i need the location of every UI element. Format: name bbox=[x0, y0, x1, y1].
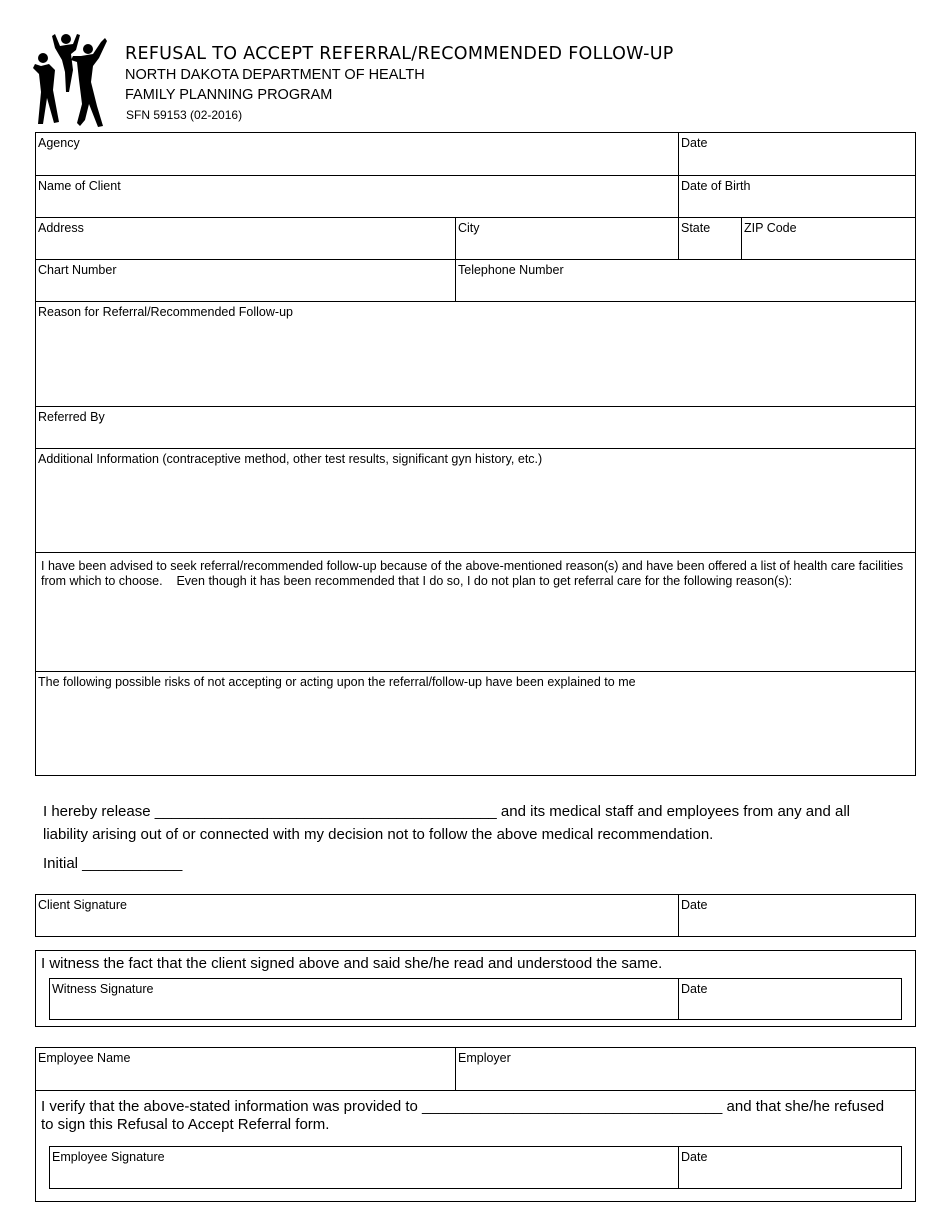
employee-name-input[interactable] bbox=[38, 1070, 453, 1088]
employee-name-label: Employee Name bbox=[38, 1051, 131, 1065]
form-title: REFUSAL TO ACCEPT REFERRAL/RECOMMENDED FOLLOW-UP bbox=[125, 44, 674, 64]
city-cell bbox=[455, 217, 678, 259]
chart-number-input[interactable] bbox=[38, 281, 453, 299]
city-label: City bbox=[458, 221, 480, 235]
witness-signature-table bbox=[49, 978, 902, 1020]
witness-date-input[interactable] bbox=[681, 999, 899, 1017]
verify-cell bbox=[36, 1090, 915, 1201]
referred-by-input[interactable] bbox=[38, 428, 913, 446]
client-info-table bbox=[35, 132, 916, 776]
date-of-birth-input[interactable] bbox=[681, 197, 913, 215]
client-signature-date-input[interactable] bbox=[681, 916, 913, 934]
agency-input[interactable] bbox=[38, 155, 676, 173]
client-signature-table bbox=[35, 894, 916, 937]
client-signature-label: Client Signature bbox=[38, 898, 127, 912]
witness-date-cell bbox=[678, 979, 901, 1019]
employer-label: Employer bbox=[458, 1051, 511, 1065]
advised-statement-text: I have been advised to seek referral/recommended follow-up because of the above-mentioned reason(s) and have been offered a list of health care facilities from which to choose. Even though it has been recommended that I do so, I do not plan to get referral care for the following reason(s): bbox=[41, 559, 907, 588]
advised-statement-cell bbox=[36, 552, 915, 671]
program-name: FAMILY PLANNING PROGRAM bbox=[125, 87, 333, 103]
employee-signature-cell bbox=[50, 1147, 678, 1188]
employer-cell bbox=[455, 1048, 915, 1090]
witness-signature-cell bbox=[50, 979, 678, 1019]
risks-input[interactable] bbox=[38, 694, 913, 773]
additional-info-input[interactable] bbox=[38, 471, 913, 550]
agency-label: Agency bbox=[38, 136, 80, 150]
risks-label: The following possible risks of not accepting or acting upon the referral/follow-up have been explained to me bbox=[38, 675, 636, 689]
date-of-birth-cell bbox=[678, 175, 915, 217]
telephone-label: Telephone Number bbox=[458, 263, 564, 277]
referred-by-cell bbox=[36, 406, 915, 448]
zip-code-input[interactable] bbox=[744, 239, 913, 257]
witness-signature-label: Witness Signature bbox=[52, 982, 154, 996]
address-cell bbox=[36, 217, 455, 259]
date-input[interactable] bbox=[681, 155, 913, 173]
client-name-label: Name of Client bbox=[38, 179, 121, 193]
client-name-cell bbox=[36, 175, 678, 217]
state-label: State bbox=[681, 221, 711, 235]
client-signature-date-cell bbox=[678, 895, 915, 936]
people-figures-icon bbox=[33, 30, 113, 128]
initial-line: Initial ____________ bbox=[43, 855, 183, 872]
referred-by-label: Referred By bbox=[38, 410, 105, 424]
verify-line-2: to sign this Refusal to Accept Referral form. bbox=[41, 1116, 330, 1133]
release-line-1: I hereby release _________________________________________ and its medical staff and employees from any and all bbox=[43, 803, 851, 820]
zip-code-label: ZIP Code bbox=[744, 221, 797, 235]
witness-signature-input[interactable] bbox=[52, 999, 676, 1017]
zip-code-cell bbox=[741, 217, 915, 259]
client-signature-cell bbox=[36, 895, 678, 936]
state-input[interactable] bbox=[681, 239, 739, 257]
reason-cell bbox=[36, 301, 915, 406]
date-of-birth-label: Date of Birth bbox=[681, 179, 751, 193]
client-signature-date-label: Date bbox=[681, 898, 708, 912]
additional-info-cell bbox=[36, 448, 915, 552]
risks-cell bbox=[36, 671, 915, 775]
employee-section bbox=[35, 1047, 916, 1202]
verify-line-1: I verify that the above-stated information was provided to ____________________________________ and that she/he refused bbox=[41, 1098, 885, 1115]
employee-date-input[interactable] bbox=[681, 1168, 899, 1186]
release-line-2: liability arising out of or connected with my decision not to follow the above medical recommendation. bbox=[43, 826, 714, 843]
employer-input[interactable] bbox=[458, 1070, 913, 1088]
department-name: NORTH DAKOTA DEPARTMENT OF HEALTH bbox=[125, 67, 425, 83]
date-cell bbox=[678, 133, 915, 175]
chart-number-label: Chart Number bbox=[38, 263, 117, 277]
address-input[interactable] bbox=[38, 239, 453, 257]
employee-name-cell bbox=[36, 1048, 455, 1090]
agency-cell bbox=[36, 133, 678, 175]
city-input[interactable] bbox=[458, 239, 676, 257]
state-cell bbox=[678, 217, 741, 259]
employee-signature-table bbox=[49, 1146, 902, 1189]
witness-section bbox=[35, 950, 916, 1027]
employee-signature-input[interactable] bbox=[52, 1168, 676, 1186]
employee-signature-label: Employee Signature bbox=[52, 1150, 165, 1164]
address-label: Address bbox=[38, 221, 84, 235]
date-label: Date bbox=[681, 136, 708, 150]
telephone-cell bbox=[455, 259, 915, 301]
reason-input[interactable] bbox=[38, 324, 913, 404]
witness-statement: I witness the fact that the client signed above and said she/he read and understood the same. bbox=[41, 955, 663, 972]
client-signature-input[interactable] bbox=[38, 916, 676, 934]
refusal-reason-input[interactable] bbox=[38, 593, 913, 669]
client-name-input[interactable] bbox=[38, 197, 676, 215]
telephone-input[interactable] bbox=[458, 281, 913, 299]
witness-date-label: Date bbox=[681, 982, 708, 996]
additional-info-label: Additional Information (contraceptive method, other test results, significant gyn history, etc.) bbox=[38, 452, 543, 466]
form-number: SFN 59153 (02-2016) bbox=[126, 108, 243, 122]
employee-date-label: Date bbox=[681, 1150, 708, 1164]
reason-label: Reason for Referral/Recommended Follow-up bbox=[38, 305, 293, 319]
employee-date-cell bbox=[678, 1147, 901, 1188]
chart-number-cell bbox=[36, 259, 455, 301]
